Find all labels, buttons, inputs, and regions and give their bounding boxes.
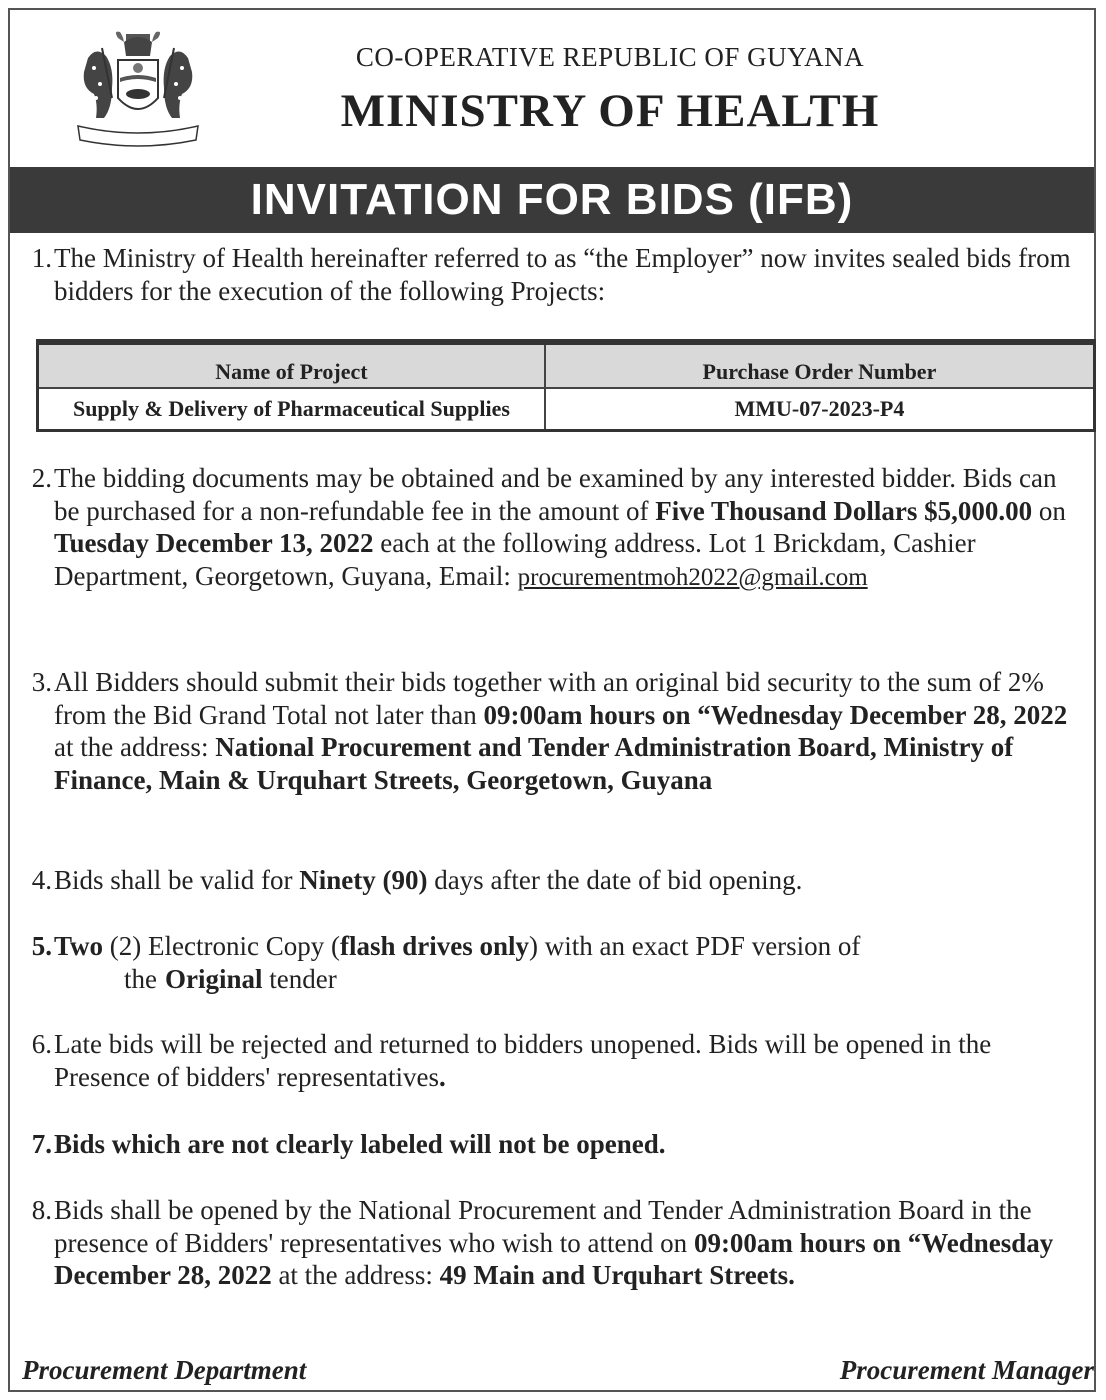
submission-deadline: 09:00am hours on “Wednesday December 28, 2022 — [483, 699, 1068, 730]
item-text: tender — [262, 963, 337, 994]
flash-drives-note: flash drives only — [339, 931, 529, 961]
item-8 — [30, 1194, 1082, 1292]
ifb-notice — [8, 8, 1096, 1392]
projects-table — [36, 339, 1096, 432]
ministry-name: MINISTRY OF HEALTH — [340, 85, 880, 137]
item-text: The bidding documents may be obtained and be examined by any interested bidder. Bids can be purchased for a non-refundable fee in the amount of — [54, 463, 1057, 526]
column-header: Name of Project — [38, 342, 545, 388]
item-1 — [30, 242, 1082, 307]
footer-department: Procurement Department — [22, 1355, 307, 1385]
coat-of-arms-icon — [68, 28, 208, 150]
copy-count: Two — [54, 931, 104, 961]
item-text: at the address: — [271, 1260, 440, 1290]
original-label: Original — [165, 963, 263, 994]
item-text: Bids shall be opened by the National Procurement and Tender Administration Board in the presence of Bidders' representatives who wish to attend on — [54, 1195, 1032, 1258]
item-7 — [30, 1128, 1082, 1161]
validity-period: Ninety (90) — [299, 865, 428, 895]
item-number: 2. — [31, 463, 52, 493]
item-text: days after the date of bid opening. — [427, 865, 803, 895]
item-number: 4. — [31, 865, 52, 895]
header — [10, 10, 1094, 165]
item-text: Bids shall be valid for — [54, 865, 300, 895]
fee-amount: Five Thousand Dollars $5,000.00 — [655, 495, 1033, 526]
item-text: . — [438, 1061, 446, 1092]
banner-title: INVITATION FOR BIDS (IFB) — [10, 167, 1094, 233]
item-3 — [30, 666, 1082, 796]
column-header: Purchase Order Number — [545, 342, 1095, 388]
footer-manager: Procurement Manager — [839, 1355, 1094, 1385]
item-text: ) with an exact PDF version of — [528, 931, 861, 961]
item-text: All Bidders should submit their bids together with an original bid security to the sum of 2% from the Bid Grand Total not later than — [54, 667, 1044, 730]
item-text: The Ministry of Health hereinafter referred to as “the Employer” now invites sealed bids from bidders for the execution of the following Projects: — [54, 243, 1071, 306]
item-text: each at the following address. Lot 1 Brickdam, Cashier Department, Georgetown, Guyana, Email: — [54, 528, 976, 591]
item-number: 8. — [31, 1195, 52, 1225]
item-5 — [30, 930, 1082, 995]
project-name-cell: Supply & Delivery of Pharmaceutical Supplies — [38, 388, 545, 431]
submission-address: National Procurement and Tender Administration Board, Ministry of Finance, Main & Urquhart Streets, Georgetown, Guyana — [54, 732, 1014, 795]
item-number: 6. — [31, 1029, 52, 1059]
item-number: 1. — [31, 243, 52, 273]
item-number: 3. — [31, 667, 52, 697]
item-6 — [30, 1028, 1082, 1093]
item-text: Bids which are not clearly labeled will not be opened. — [54, 1129, 666, 1159]
purchase-date: Tuesday December 13, 2022 — [54, 528, 374, 558]
table-row — [38, 388, 1095, 431]
email-link[interactable]: procurementmoh2022@gmail.com — [517, 563, 868, 591]
item-2 — [30, 462, 1082, 594]
item-text: on — [1032, 495, 1066, 526]
item-4 — [30, 864, 1082, 897]
country-name: CO-OPERATIVE REPUBLIC OF GUYANA — [355, 42, 865, 72]
item-number: 5. — [31, 931, 52, 961]
item-number: 7. — [31, 1129, 52, 1159]
item-text: Late bids will be rejected and returned to bidders unopened. Bids will be opened in the Presence of bidders' representatives — [54, 1029, 992, 1092]
opening-date: 09:00am hours on “Wednesday December 28, 2022 — [54, 1227, 1054, 1290]
item-text: at the address: — [54, 732, 216, 762]
opening-address: 49 Main and Urquhart Streets. — [439, 1260, 795, 1290]
item-text: the — [124, 963, 157, 994]
item-text: (2) Electronic Copy ( — [103, 931, 340, 961]
purchase-order-cell: MMU-07-2023-P4 — [545, 388, 1095, 431]
